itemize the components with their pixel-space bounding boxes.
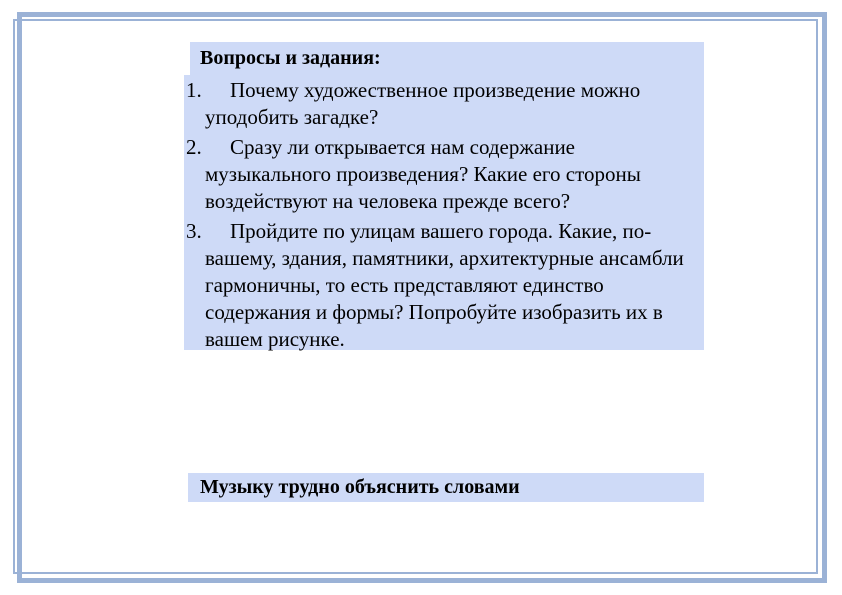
questions-list-box bbox=[184, 75, 704, 350]
footer-text: Музыку трудно объяснить словами bbox=[200, 476, 520, 498]
list-item-text: Почему художественное произведение можно уподобить загадке? bbox=[205, 78, 641, 129]
list-item-number: 1. bbox=[186, 78, 202, 102]
list-item-text: Сразу ли открывается нам содержание музыкального произведения? Какие его стороны воздействуют на человека прежде всего? bbox=[205, 135, 641, 213]
questions-title: Вопросы и задания: bbox=[200, 47, 381, 69]
list-item bbox=[184, 134, 694, 215]
list-item-number: 2. bbox=[186, 135, 202, 159]
list-item bbox=[184, 77, 694, 131]
questions-title-box bbox=[190, 42, 704, 75]
list-item bbox=[184, 218, 694, 353]
footer-bar bbox=[188, 473, 704, 502]
list-item-number: 3. bbox=[186, 219, 202, 243]
list-item-text: Пройдите по улицам вашего города. Какие, по-вашему, здания, памятники, архитектурные ансамбли гармоничны, то есть представляют единство содержания и формы? Попробуйте изобразить их в вашем рисунке. bbox=[205, 219, 684, 351]
